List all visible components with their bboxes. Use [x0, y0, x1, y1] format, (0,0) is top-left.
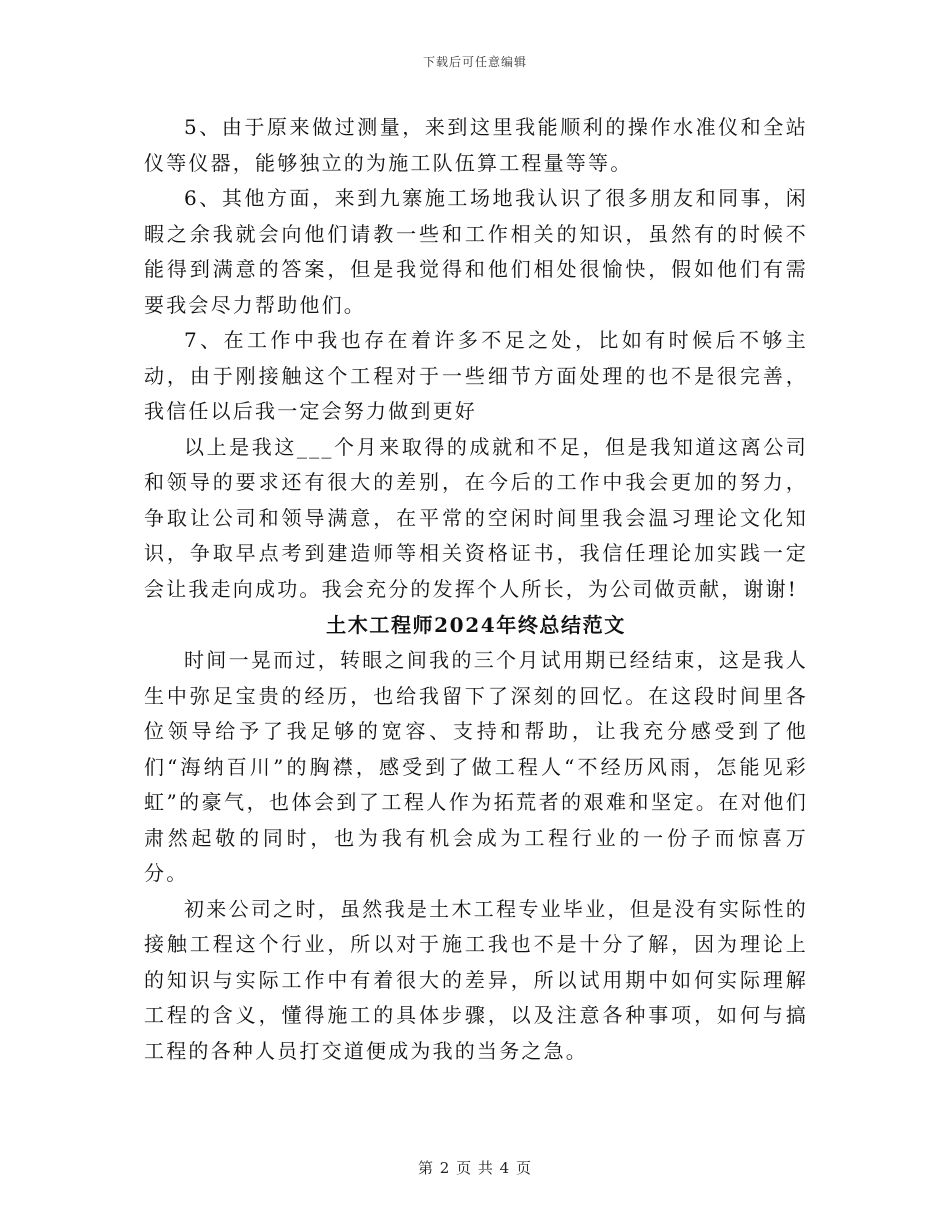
page-header: 下载后可任意编辑	[422, 55, 527, 69]
paragraph-item-6: 6、其他方面，来到九寨施工场地我认识了很多朋友和同事，闲暇之余我就会向他们请教一些和工作相关的知识，虽然有的时候不能得到满意的答案，但是我觉得和他们相处很愉快，假如他们有需要我会尽力帮助他们。	[144, 186, 808, 317]
paragraph-item-5: 5、由于原来做过测量，来到这里我能顺利的操作水准仪和全站仪等仪器，能够独立的为施工队伍算工程量等等。	[144, 115, 808, 175]
paragraph-beginning: 初来公司之时，虽然我是土木工程专业毕业，但是没有实际性的接触工程这个行业，所以对于施工我也不是十分了解，因为理论上的知识与实际工作中有着很大的差异，所以试用期中如何实际理解工程的含义，懂得施工的具体步骤，以及注意各种事项，如何与搞工程的各种人员打交道便成为我的当务之急。	[144, 896, 808, 1063]
paragraph-intro: 时间一晃而过，转眼之间我的三个月试用期已经结束，这是我人生中弥足宝贵的经历，也给我留下了深刻的回忆。在这段时间里各位领导给予了我足够的宽容、支持和帮助，让我充分感受到了他们“海纳百川”的胸襟，感受到了做工程人“不经历风雨，怎能见彩虹”的豪气，也体会到了工程人作为拓荒者的艰难和坚定。在对他们肃然起敬的同时，也为我有机会成为工程行业的一份子而惊喜万分。	[144, 648, 808, 885]
document-body	[144, 110, 808, 1069]
paragraph-item-7: 7、在工作中我也存在着许多不足之处，比如有时候后不够主动，由于刚接触这个工程对于一些细节方面处理的也不是很完善，我信任以后我一定会努力做到更好	[144, 328, 808, 423]
section-title: 土木工程师2024年终总结范文	[326, 613, 626, 637]
page-footer: 第 2 页 共 4 页	[418, 1159, 532, 1177]
paragraph-conclusion: 以上是我这___个月来取得的成就和不足，但是我知道这离公司和领导的要求还有很大的差别，在今后的工作中我会更加的努力，争取让公司和领导满意，在平常的空闲时间里我会温习理论文化知识，争取早点考到建造师等相关资格证书，我信任理论加实践一定会让我走向成功。我会充分的发挥个人所长，为公司做贡献，谢谢!	[144, 434, 808, 601]
